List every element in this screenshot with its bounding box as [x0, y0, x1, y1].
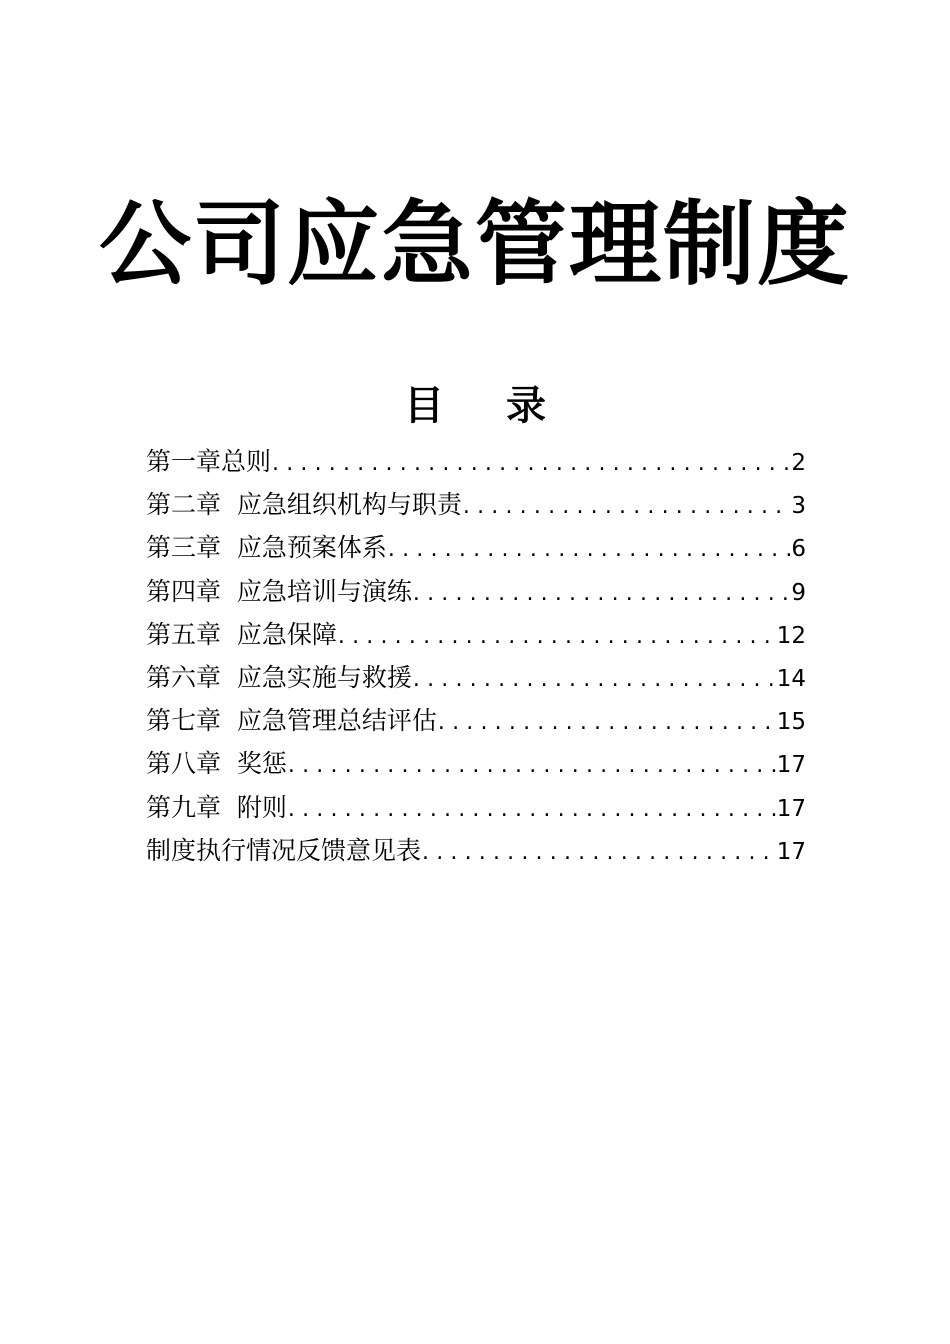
toc-dot-leader [438, 701, 777, 742]
toc-entry-label: 第六章 应急实施与救援 [146, 662, 412, 692]
toc-page-number: 12 [776, 622, 806, 649]
toc-page-number: 2 [791, 450, 806, 476]
toc-page-number: 9 [791, 579, 806, 606]
toc-dot-leader [463, 485, 791, 526]
table-of-contents [146, 440, 806, 872]
toc-dot-leader [288, 744, 777, 785]
toc-entry[interactable] [146, 656, 806, 699]
toc-page-number: 14 [776, 665, 806, 692]
toc-entry-label: 第八章 奖惩 [146, 749, 287, 779]
toc-dot-leader [288, 788, 777, 829]
document-title: 公司应急管理制度 [98, 191, 851, 298]
toc-page-number: 3 [791, 493, 806, 520]
toc-dot-leader [272, 442, 791, 483]
toc-entry-label: 第九章 附则 [146, 792, 287, 822]
toc-entry-label: 第一章总则 [146, 447, 272, 476]
toc-page-number: 6 [791, 536, 806, 563]
toc-entry[interactable] [146, 742, 806, 785]
toc-page-number: 15 [776, 709, 806, 736]
toc-page-number: 17 [776, 795, 806, 822]
toc-entry[interactable] [146, 786, 806, 829]
toc-dot-leader [413, 572, 791, 613]
toc-entry-label: 第四章 应急培训与演练 [146, 576, 412, 606]
toc-dot-leader [338, 615, 777, 656]
toc-dot-leader [422, 831, 777, 872]
toc-page-number: 17 [776, 752, 806, 779]
toc-dot-leader [388, 528, 791, 569]
toc-entry-label: 第二章 应急组织机构与职责 [146, 490, 462, 520]
toc-page-number: 17 [776, 838, 806, 865]
toc-entry[interactable] [146, 699, 806, 742]
toc-heading: 目录 [404, 383, 608, 429]
toc-entry-label: 第三章 应急预案体系 [146, 533, 387, 563]
toc-entry[interactable] [146, 829, 806, 872]
toc-entry[interactable] [146, 440, 806, 483]
toc-entry-label: 第五章 应急保障 [146, 619, 337, 649]
toc-entry-label: 制度执行情况反馈意见表 [146, 835, 422, 865]
toc-entry[interactable] [146, 526, 806, 569]
toc-entry[interactable] [146, 613, 806, 656]
toc-entry-label: 第七章 应急管理总结评估 [146, 706, 437, 736]
toc-entry[interactable] [146, 483, 806, 526]
toc-entry[interactable] [146, 570, 806, 613]
toc-dot-leader [413, 658, 777, 699]
